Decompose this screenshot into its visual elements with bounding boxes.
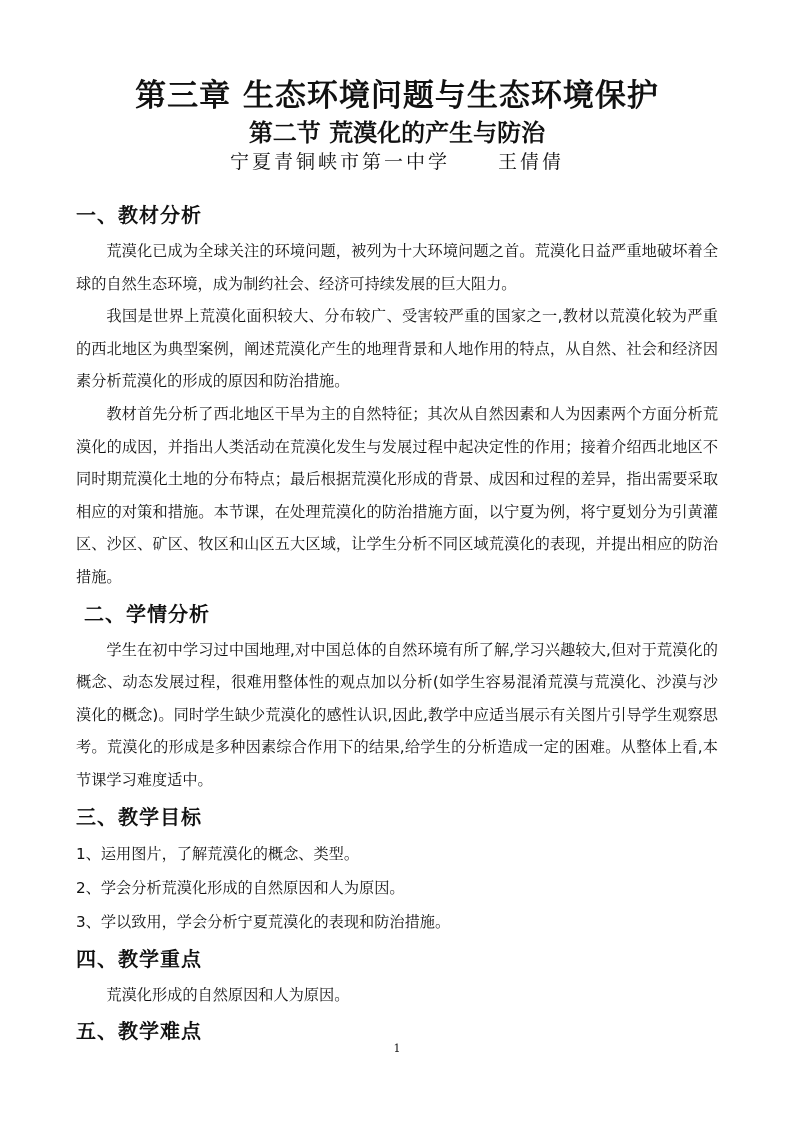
section-heading-student-analysis: 二、学情分析 — [84, 601, 210, 626]
paragraph: 教材首先分析了西北地区干旱为主的自然特征；其次从自然因素和人为因素两个方面分析荒漠化的成因，并指出人类活动在荒漠化发生与发展过程中起决定性的作用；接着介绍西北地区不同时期荒漠化土地的分布特点；最后根据荒漠化形成的背景、成因和过程的差异，指出需要采取相应的对策和措施。本节课，在处理荒漠化的防治措施方面，以宁夏为例，将宁夏划分为引黄灌区、沙区、矿区、牧区和山区五大区域，让学生分析不同区域荒漠化的表现，并提出相应的防治措施。 — [76, 404, 718, 586]
section-heading-teaching-goals: 三、教学目标 — [76, 804, 202, 829]
section-title: 第二节 荒漠化的产生与防治 — [248, 119, 546, 147]
list-item: 3、学以致用，学会分析宁夏荒漠化的表现和防治措施。 — [76, 912, 451, 931]
paragraph: 荒漠化已成为全球关注的环境问题，被列为十大环境问题之首。荒漠化日益严重地破坏着全球的自然生态环境，成为制约社会、经济可持续发展的巨大阻力。 — [76, 242, 718, 293]
paragraph: 我国是世界上荒漠化面积较大、分布较广、受害较严重的国家之一,教材以荒漠化较为严重的西北地区为典型案例，阐述荒漠化产生的地理背景和人地作用的特点，从自然、社会和经济因素分析荒漠化的形成的原因和防治措施。 — [76, 307, 718, 391]
chapter-title: 第三章 生态环境问题与生态环境保护 — [135, 78, 659, 114]
teacher-name: 王倩倩 — [498, 151, 565, 173]
author-line — [0, 147, 794, 174]
paragraph: 荒漠化形成的自然原因和人为原因。 — [106, 985, 350, 1004]
section-heading-difficulties: 五、教学难点 — [76, 1019, 202, 1044]
section-heading-textbook-analysis: 一、教材分析 — [76, 203, 202, 227]
list-item: 2、学会分析荒漠化形成的自然原因和人为原因。 — [76, 878, 405, 897]
goals-list — [76, 837, 718, 939]
school-name: 宁夏青铜峡市第一中学 — [229, 151, 450, 173]
list-item: 1、运用图片，了解荒漠化的概念、类型。 — [76, 844, 360, 863]
page-number: 1 — [393, 1042, 401, 1055]
section-heading-key-points: 四、教学重点 — [76, 946, 202, 971]
paragraph: 学生在初中学习过中国地理,对中国总体的自然环境有所了解,学习兴趣较大,但对于荒漠化的概念、动态发展过程，很难用整体性的观点加以分析(如学生容易混淆荒漠与荒漠化、沙漠与沙漠化的概念)。同时学生缺少荒漠化的感性认识,因此,教学中应适当展示有关图片引导学生观察思考。荒漠化的形成是多种因素综合作用下的结果,给学生的分析造成一定的困难。从整体上看,本节课学习难度适中。 — [76, 640, 718, 789]
document-body — [76, 195, 718, 1051]
